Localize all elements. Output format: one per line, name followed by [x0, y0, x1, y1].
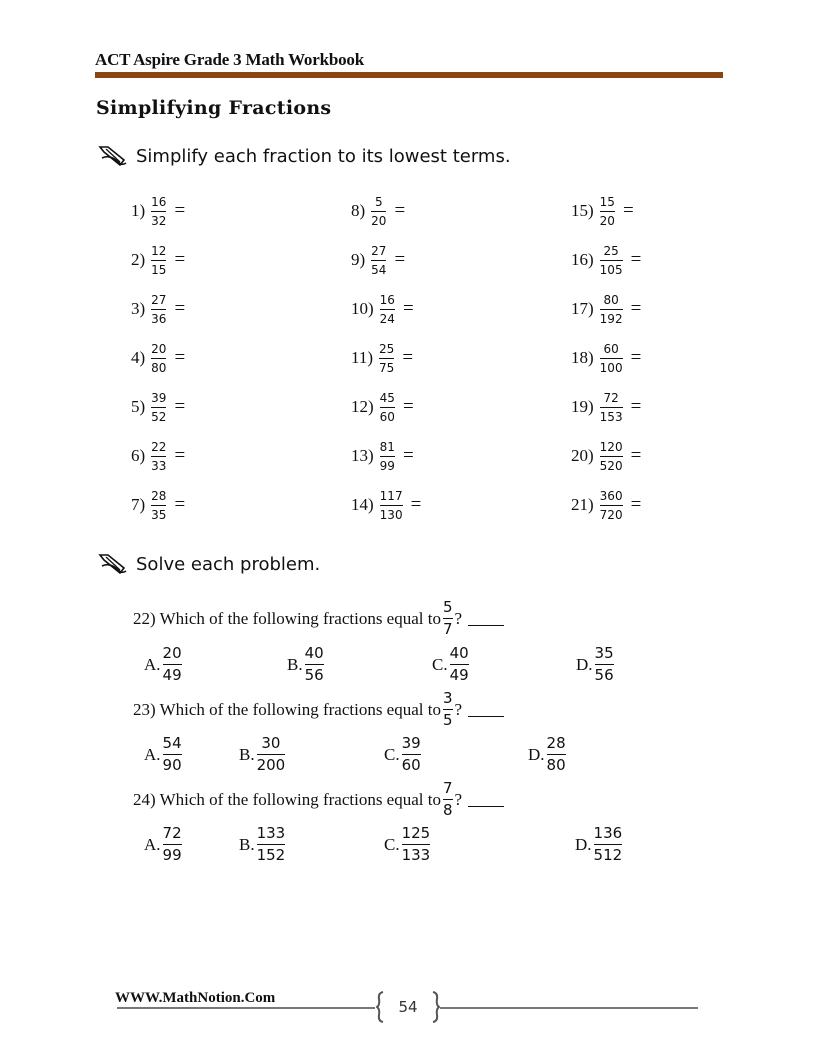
numerator: 5 — [374, 194, 383, 209]
denominator: 192 — [599, 311, 623, 326]
numerator: 16 — [151, 194, 167, 209]
numerator: 39 — [151, 390, 167, 405]
option-fraction — [594, 826, 623, 863]
exercise-item — [571, 289, 641, 329]
exercise-number: 7) — [131, 495, 146, 514]
option-label: D. — [576, 654, 593, 674]
denominator: 56 — [594, 666, 614, 684]
exercise-item — [351, 240, 405, 280]
exercise-number: 8) — [351, 201, 366, 220]
equals-sign: = — [410, 494, 422, 515]
answer-option[interactable] — [144, 826, 184, 863]
exercise-fraction — [371, 196, 386, 227]
option-fraction — [257, 826, 286, 863]
numerator: 12 — [151, 243, 167, 258]
equals-sign: = — [630, 445, 642, 466]
exercise-item — [351, 387, 414, 427]
exercise-fraction — [600, 392, 623, 423]
equals-sign: = — [402, 298, 414, 319]
solve-instruction-text: Solve each problem. — [136, 553, 321, 575]
equals-sign: = — [630, 396, 642, 417]
equals-sign: = — [394, 200, 406, 221]
exercise-item — [571, 240, 641, 280]
exercise-item — [351, 338, 413, 378]
exercise-number: 16) — [571, 250, 594, 269]
numerator: 25 — [603, 243, 619, 258]
equals-sign: = — [402, 445, 414, 466]
numerator: 27 — [371, 243, 387, 258]
equals-sign: = — [174, 347, 186, 368]
pencil-icon — [98, 144, 128, 168]
option-fraction — [163, 826, 182, 863]
numerator: 40 — [304, 644, 324, 662]
exercise-fraction — [151, 441, 166, 472]
denominator: 133 — [401, 846, 431, 864]
exercise-fraction — [151, 490, 166, 521]
equals-sign: = — [174, 396, 186, 417]
answer-option[interactable] — [144, 736, 184, 773]
exercise-item — [351, 191, 405, 231]
exercise-number: 13) — [351, 446, 374, 465]
denominator: 105 — [599, 262, 623, 277]
option-label: D. — [528, 744, 545, 764]
denominator: 20 — [599, 213, 615, 228]
footer-divider-right — [440, 1007, 698, 1009]
option-fraction — [163, 736, 182, 773]
numerator: 25 — [379, 341, 395, 356]
exercise-fraction — [380, 490, 403, 521]
numerator: 20 — [151, 341, 167, 356]
denominator: 49 — [162, 666, 182, 684]
exercise-item — [571, 338, 641, 378]
denominator: 60 — [401, 756, 421, 774]
equals-sign: = — [174, 494, 186, 515]
denominator: 130 — [379, 507, 403, 522]
option-fraction — [547, 736, 566, 773]
exercise-fraction — [379, 343, 394, 374]
workbook-title: ACT Aspire Grade 3 Math Workbook — [95, 50, 364, 69]
exercise-item — [131, 191, 185, 231]
equals-sign: = — [174, 249, 186, 270]
exercise-number: 15) — [571, 201, 594, 220]
equals-sign: = — [402, 396, 414, 417]
exercise-fraction — [600, 245, 623, 276]
numerator: 81 — [379, 439, 395, 454]
denominator: 90 — [162, 756, 182, 774]
option-label: A. — [144, 744, 161, 764]
numerator: 28 — [151, 488, 167, 503]
pencil-icon — [98, 552, 128, 576]
equals-sign: = — [174, 200, 186, 221]
exercise-fraction — [151, 294, 166, 325]
exercise-fraction — [600, 441, 623, 472]
exercise-item — [351, 485, 421, 525]
simplify-instruction-text: Simplify each fraction to its lowest terms. — [136, 145, 511, 167]
numerator: 5 — [442, 598, 453, 616]
question-prompt: 22) Which of the following fractions equal to — [133, 608, 441, 628]
exercise-item — [131, 240, 185, 280]
footer-divider-left — [117, 1007, 375, 1009]
answer-option[interactable] — [575, 826, 624, 863]
exercise-fraction — [151, 245, 166, 276]
exercise-number: 18) — [571, 348, 594, 367]
exercise-item — [131, 485, 185, 525]
option-label: B. — [239, 834, 255, 854]
denominator: 8 — [442, 801, 453, 819]
answer-option[interactable] — [239, 826, 287, 863]
exercise-item — [131, 436, 185, 476]
question-text — [133, 691, 504, 728]
exercise-fraction — [380, 441, 395, 472]
answer-option[interactable] — [528, 736, 568, 773]
numerator: 16 — [379, 292, 395, 307]
denominator: 35 — [151, 507, 167, 522]
equals-sign: = — [630, 249, 642, 270]
option-fraction — [257, 736, 286, 773]
exercise-fraction — [151, 392, 166, 423]
exercise-item — [571, 387, 641, 427]
denominator: 75 — [379, 360, 395, 375]
denominator: 54 — [371, 262, 387, 277]
exercise-number: 21) — [571, 495, 594, 514]
denominator: 36 — [151, 311, 167, 326]
exercise-number: 17) — [571, 299, 594, 318]
exercise-item — [571, 191, 634, 231]
exercise-number: 1) — [131, 201, 146, 220]
exercise-number: 5) — [131, 397, 146, 416]
equals-sign: = — [394, 249, 406, 270]
exercise-number: 6) — [131, 446, 146, 465]
question-prompt: 23) Which of the following fractions equal to — [133, 699, 441, 719]
option-fraction — [305, 646, 324, 683]
numerator: 15 — [599, 194, 615, 209]
numerator: 40 — [449, 644, 469, 662]
numerator: 20 — [162, 644, 182, 662]
numerator: 54 — [162, 734, 182, 752]
exercise-number: 20) — [571, 446, 594, 465]
denominator: 520 — [599, 458, 623, 473]
denominator: 7 — [442, 620, 453, 638]
exercise-fraction — [600, 490, 623, 521]
answer-blank[interactable] — [468, 702, 504, 717]
denominator: 100 — [599, 360, 623, 375]
numerator: 7 — [442, 779, 453, 797]
numerator: 35 — [594, 644, 614, 662]
exercise-item — [351, 436, 414, 476]
denominator: 15 — [151, 262, 167, 277]
denominator: 152 — [256, 846, 286, 864]
exercise-number: 4) — [131, 348, 146, 367]
denominator: 20 — [371, 213, 387, 228]
exercise-number: 2) — [131, 250, 146, 269]
exercise-fraction — [151, 343, 166, 374]
denominator: 80 — [546, 756, 566, 774]
option-label: C. — [384, 744, 400, 764]
option-fraction — [450, 646, 469, 683]
denominator: 60 — [379, 409, 395, 424]
denominator: 99 — [162, 846, 182, 864]
footer-website: WWW.MathNotion.Com — [115, 990, 276, 1006]
exercise-item — [131, 338, 185, 378]
section-title: Simplifying Fractions — [96, 97, 332, 119]
numerator: 117 — [379, 488, 403, 503]
denominator: 49 — [449, 666, 469, 684]
answer-option[interactable] — [384, 826, 432, 863]
answer-option[interactable] — [576, 646, 616, 683]
numerator: 72 — [162, 824, 182, 842]
denominator: 153 — [599, 409, 623, 424]
denominator: 200 — [256, 756, 286, 774]
exercise-fraction — [600, 343, 623, 374]
numerator: 133 — [256, 824, 286, 842]
denominator: 99 — [379, 458, 395, 473]
numerator: 28 — [546, 734, 566, 752]
solve-instruction — [98, 552, 320, 576]
exercise-number: 14) — [351, 495, 374, 514]
question-mark: ? — [454, 789, 463, 809]
denominator: 56 — [304, 666, 324, 684]
header-divider — [95, 72, 723, 78]
numerator: 27 — [151, 292, 167, 307]
numerator: 136 — [593, 824, 623, 842]
option-label: C. — [432, 654, 448, 674]
exercise-item — [351, 289, 414, 329]
equals-sign: = — [630, 494, 642, 515]
denominator: 512 — [593, 846, 623, 864]
equals-sign: = — [174, 298, 186, 319]
exercise-item — [131, 289, 185, 329]
option-fraction — [595, 646, 614, 683]
option-fraction — [402, 826, 431, 863]
exercise-number: 12) — [351, 397, 374, 416]
exercise-fraction — [151, 196, 166, 227]
option-label: A. — [144, 834, 161, 854]
option-fraction — [402, 736, 421, 773]
answer-option[interactable] — [432, 646, 471, 683]
denominator: 24 — [379, 311, 395, 326]
exercise-number: 19) — [571, 397, 594, 416]
target-fraction — [443, 691, 453, 728]
question-mark: ? — [454, 699, 463, 719]
target-fraction — [443, 781, 453, 818]
answer-option[interactable] — [239, 736, 287, 773]
equals-sign: = — [630, 347, 642, 368]
question-text — [133, 781, 504, 818]
page-number: 54 — [398, 998, 418, 1016]
option-label: A. — [144, 654, 161, 674]
exercise-fraction — [380, 392, 395, 423]
numerator: 360 — [599, 488, 623, 503]
answer-option[interactable] — [384, 736, 423, 773]
denominator: 5 — [442, 711, 453, 729]
answer-option[interactable] — [287, 646, 326, 683]
equals-sign: = — [622, 200, 634, 221]
answer-blank[interactable] — [468, 611, 504, 626]
right-brace-icon — [432, 991, 440, 1023]
simplify-instruction — [98, 144, 511, 168]
numerator: 125 — [401, 824, 431, 842]
numerator: 45 — [379, 390, 395, 405]
option-label: C. — [384, 834, 400, 854]
option-label: B. — [239, 744, 255, 764]
exercise-item — [131, 387, 185, 427]
denominator: 32 — [151, 213, 167, 228]
exercise-number: 9) — [351, 250, 366, 269]
answer-blank[interactable] — [468, 792, 504, 807]
exercise-fraction — [600, 294, 623, 325]
numerator: 80 — [603, 292, 619, 307]
exercise-item — [571, 485, 641, 525]
question-prompt: 24) Which of the following fractions equal to — [133, 789, 441, 809]
option-label: D. — [575, 834, 592, 854]
option-label: B. — [287, 654, 303, 674]
denominator: 33 — [151, 458, 167, 473]
denominator: 52 — [151, 409, 167, 424]
numerator: 30 — [261, 734, 281, 752]
exercise-fraction — [371, 245, 386, 276]
answer-option[interactable] — [144, 646, 184, 683]
exercise-item — [571, 436, 641, 476]
exercise-fraction — [380, 294, 395, 325]
numerator: 39 — [401, 734, 421, 752]
numerator: 120 — [599, 439, 623, 454]
option-fraction — [163, 646, 182, 683]
denominator: 80 — [151, 360, 167, 375]
question-mark: ? — [454, 608, 463, 628]
numerator: 22 — [151, 439, 167, 454]
numerator: 3 — [442, 689, 453, 707]
numerator: 72 — [603, 390, 619, 405]
exercise-fraction — [600, 196, 615, 227]
exercise-number: 11) — [351, 348, 374, 367]
target-fraction — [443, 600, 453, 637]
exercise-number: 10) — [351, 299, 374, 318]
question-text — [133, 600, 504, 637]
equals-sign: = — [174, 445, 186, 466]
numerator: 60 — [603, 341, 619, 356]
equals-sign: = — [630, 298, 642, 319]
equals-sign: = — [402, 347, 414, 368]
exercise-number: 3) — [131, 299, 146, 318]
denominator: 720 — [599, 507, 623, 522]
